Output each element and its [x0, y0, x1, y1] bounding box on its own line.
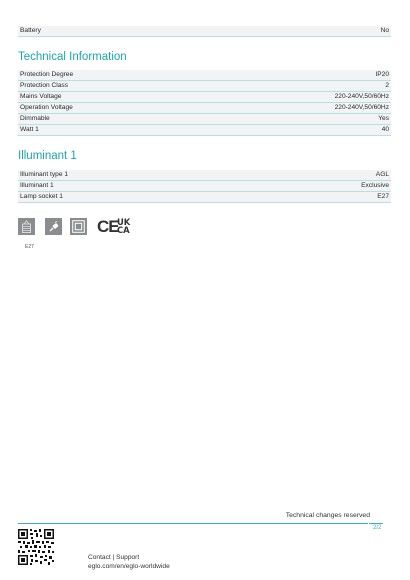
spec-label: Illuminant type 1: [20, 171, 69, 178]
spec-value: 2: [385, 82, 389, 89]
illuminant-heading: Illuminant 1: [18, 150, 77, 162]
plug-icon: [48, 221, 60, 233]
website-link[interactable]: eglo.com/en/eglo-worldwide: [88, 563, 170, 570]
ukca-bottom: CA: [117, 225, 130, 235]
spec-row-mains-voltage: [18, 92, 391, 103]
spec-value: E27: [377, 193, 389, 200]
spec-value: 40: [381, 126, 389, 133]
spec-label: Protection Class: [20, 82, 69, 89]
spec-label: Mains Voltage: [20, 93, 62, 100]
page-number: 2/2: [373, 525, 382, 531]
protection-class-2-icon: [70, 218, 87, 235]
contact-block: [88, 553, 170, 571]
lamp-socket-icon: [18, 218, 35, 235]
replaceable-light-source-icon: [45, 218, 62, 235]
spec-row-protection-class: [18, 81, 391, 92]
spec-row-lamp-socket: [18, 192, 391, 203]
spec-value: 220-240V,50/60Hz: [334, 93, 389, 100]
spec-row-illuminant: [18, 181, 391, 192]
spec-value: AGL: [375, 171, 389, 178]
ukca-mark-icon: [117, 218, 130, 234]
lamp-socket-caption: E27: [25, 244, 34, 250]
spec-value: IP20: [375, 71, 389, 78]
ce-mark-icon: CE: [97, 217, 119, 236]
spec-row-watt: [18, 125, 391, 136]
technical-information-heading: Technical Information: [18, 51, 127, 63]
contact-support-link[interactable]: Contact | Support: [88, 554, 140, 561]
bulb-socket-icon: [21, 220, 32, 233]
spec-value: 220-240V,50/60Hz: [334, 104, 389, 111]
footer-divider: [18, 523, 368, 524]
double-square-icon: [72, 220, 85, 233]
qr-code-icon: [18, 529, 54, 565]
spec-value: Exclusive: [361, 182, 389, 189]
ukca-top: UK: [117, 217, 131, 227]
spec-label: Protection Degree: [20, 71, 74, 78]
spec-row-illuminant-type: [18, 170, 391, 181]
footer-divider-end: [369, 523, 383, 524]
spec-label: Lamp socket 1: [20, 193, 63, 200]
spec-label: Battery: [20, 27, 41, 34]
technical-changes-note: Technical changes reserved: [285, 512, 370, 519]
spec-label: Watt 1: [20, 126, 39, 133]
spec-label: Dimmable: [20, 115, 50, 122]
spec-row-dimmable: [18, 114, 391, 125]
spec-value: Yes: [378, 115, 389, 122]
spec-label: Operation Voltage: [20, 104, 73, 111]
spec-row-protection-degree: [18, 70, 391, 81]
spec-row-battery: [18, 26, 391, 37]
spec-label: Illuminant 1: [20, 182, 54, 189]
spec-row-operation-voltage: [18, 103, 391, 114]
spec-value: No: [380, 27, 389, 34]
